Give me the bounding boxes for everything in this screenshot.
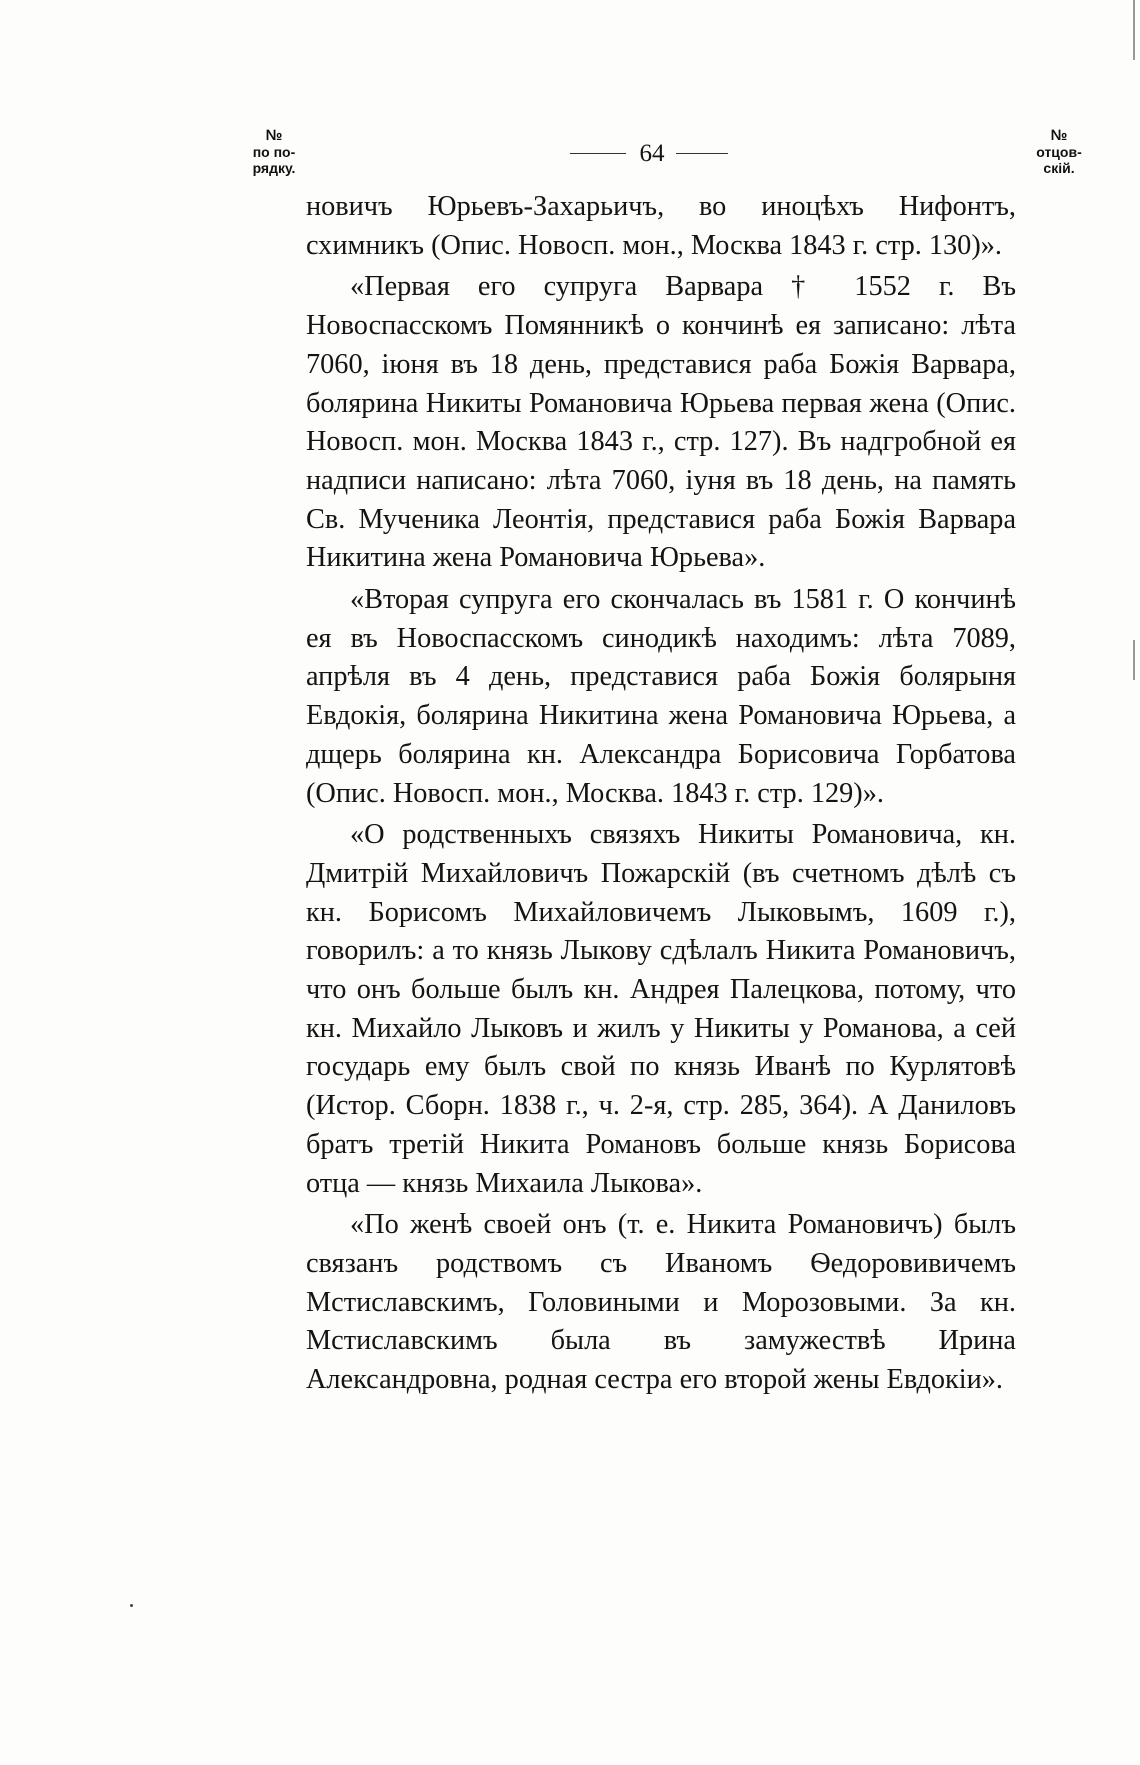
paragraph: «Вторая супруга его скончалась въ 1581 г. О кончинѣ ея въ Новоспасскомъ синодикѣ находимъ: лѣта 7089, апрѣля въ 4 день, представися раба Божія болярыня Евдокія, болярина Никитина жена Романовича Юрьева, а дщерь болярина кн. Александра Борисовича Горбатова (Опис. Новосп. мон., Москва. 1843 г. стр. 129)». bbox=[306, 584, 1016, 809]
print-speck bbox=[130, 1604, 133, 1607]
left-margin-label bbox=[236, 128, 312, 176]
paragraph-continuation: новичъ Юрьевъ-Захарьичъ, во иноцѣхъ Нифонтъ, схимникъ (Опис. Новосп. мон., Москва 1843 г. стр. 130)». bbox=[306, 191, 1016, 261]
number-sign-left: № bbox=[265, 127, 283, 144]
page-number: 64 bbox=[639, 140, 665, 167]
header-dash-left bbox=[570, 153, 626, 154]
paragraph: «Первая его супруга Варвара † 1552 г. Въ Новоспасскомъ Помянникѣ о кончинѣ ея записано: лѣта 7060, іюня въ 18 день, представися раба Божія Варвара, болярина Никиты Романовича Юрьева первая жена (Опис. Новосп. мон. Москва 1843 г., стр. 127). Въ надгробной ея надписи написано: лѣта 7060, іуня въ 18 день, на память Св. Мученика Леонтія, представися раба Божія Варвара Никитина жена Романовича Юрьева». bbox=[306, 271, 1016, 574]
number-sign-right: № bbox=[1050, 127, 1068, 144]
left-margin-line-1: по по- bbox=[252, 144, 296, 160]
header-dash-right bbox=[676, 153, 728, 154]
right-margin-line-2: скій. bbox=[1043, 160, 1075, 176]
page-header bbox=[550, 140, 750, 170]
right-margin-line-1: отцов- bbox=[1036, 144, 1082, 160]
scan-edge-mark bbox=[1133, 0, 1135, 60]
body-text bbox=[306, 188, 1016, 1403]
left-margin-line-2: рядку. bbox=[252, 160, 296, 176]
scan-edge-mark bbox=[1133, 640, 1135, 680]
paragraph: «О родственныхъ связяхъ Никиты Романовича, кн. Дмитрій Михайловичъ Пожарскій (въ счетномъ дѣлѣ съ кн. Борисомъ Михайловичемъ Лыковымъ, 1609 г.), говорилъ: а то князь Лыкову сдѣлалъ Никита Романовичъ, что онъ больше былъ кн. Андрея Палецкова, потому, что кн. Михайло Лыковъ и жилъ у Никиты у Романова, а сей государь ему былъ свой по князь Иванѣ по Курлятовѣ (Истор. Сборн. 1838 г., ч. 2-я, стр. 285, 364). А Даниловъ братъ третій Никита Романовъ больше князь Борисова отца — князь Михаила Лыкова». bbox=[306, 819, 1016, 1199]
right-margin-label bbox=[1022, 128, 1096, 176]
paragraph: «По женѣ своей онъ (т. е. Никита Романовичъ) былъ связанъ родствомъ съ Иваномъ Ѳедоровивичемъ Мстиславскимъ, Головиными и Морозовыми. За кн. Мстиславскимъ была въ замужествѣ Ирина Александровна, родная сестра его второй жены Евдокіи». bbox=[306, 1209, 1016, 1396]
